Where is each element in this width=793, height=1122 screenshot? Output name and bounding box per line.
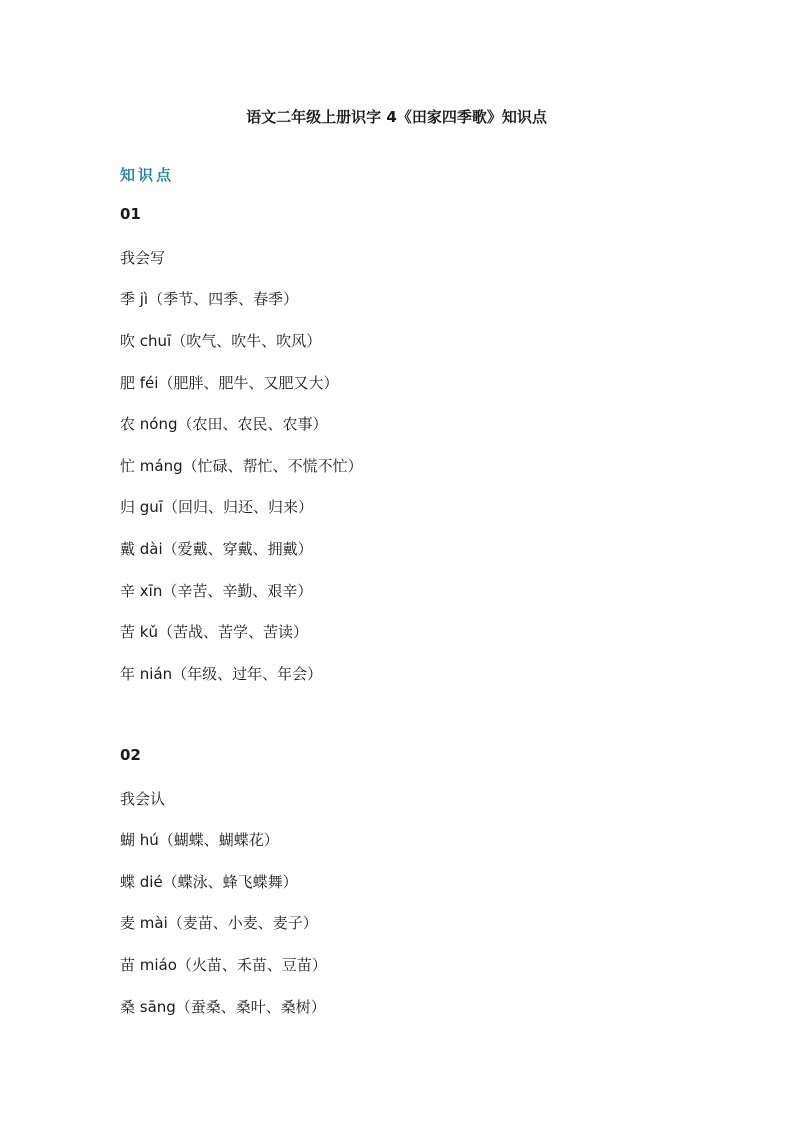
section-1-subtitle: 我会写 <box>120 249 166 267</box>
section-2-number: 02 <box>120 746 141 764</box>
page-title: 语文二年级上册识字 4《田家四季歌》知识点 <box>246 108 547 126</box>
list-item: 戴 dài（爱戴、穿戴、拥戴） <box>120 540 313 558</box>
list-item: 麦 mài（麦苗、小麦、麦子） <box>120 914 318 932</box>
list-item: 苦 kǔ（苦战、苦学、苦读） <box>120 623 308 641</box>
list-item: 桑 sāng（蚕桑、桑叶、桑树） <box>120 998 326 1016</box>
list-item: 忙 máng（忙碌、帮忙、不慌不忙） <box>120 457 363 475</box>
section-heading: 知识点 <box>120 166 175 184</box>
section-1-number: 01 <box>120 205 141 223</box>
section-2-subtitle: 我会认 <box>120 790 166 808</box>
list-item: 苗 miáo（火苗、禾苗、豆苗） <box>120 956 327 974</box>
list-item: 辛 xīn（辛苦、辛勤、艰辛） <box>120 582 313 600</box>
list-item: 季 jì（季节、四季、春季） <box>120 290 299 308</box>
list-item: 蝴 hú（蝴蝶、蝴蝶花） <box>120 831 279 849</box>
list-item: 肥 féi（肥胖、肥牛、又肥又大） <box>120 374 339 392</box>
list-item: 归 guī（回归、归还、归来） <box>120 498 313 516</box>
list-item: 农 nóng（农田、农民、农事） <box>120 415 328 433</box>
list-item: 年 nián（年级、过年、年会） <box>120 665 323 683</box>
list-item: 吹 chuī（吹气、吹牛、吹风） <box>120 332 322 350</box>
list-item: 蝶 dié（蝶泳、蜂飞蝶舞） <box>120 873 298 891</box>
